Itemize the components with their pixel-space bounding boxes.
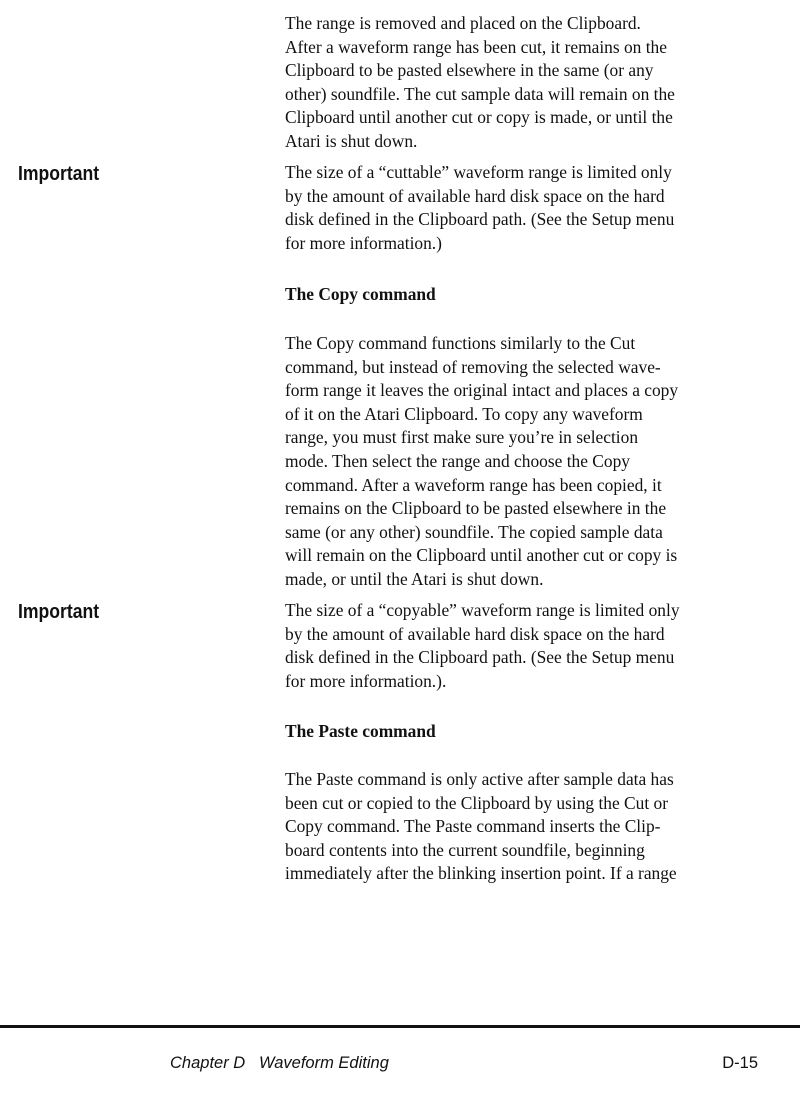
important-label-1: Important [18,163,100,185]
paste-command-paragraph: The Paste command is only active after sample data has been cut or copied to the Clipboard by using the Cut or Copy command. The Paste command inserts the Clip- board contents into the current soundfile, beginning immediately after the blinking insertion point. If a range [285,769,677,884]
footer-chapter-title: Chapter D Waveform Editing [170,1054,389,1072]
footer-rule [0,1025,800,1028]
important-label-2: Important [18,601,100,623]
footer-page-number: D-15 [722,1054,758,1072]
important-note-2: The size of a “copyable” waveform range is limited only by the amount of available hard disk space on the hard disk defined in the Clipboard path. (See the Setup menu for more information.). [285,600,680,691]
cut-continuation-paragraph: The range is removed and placed on the Clipboard. After a waveform range has been cut, it remains on the Clipboard to be pasted elsewhere in the same (or any other) soundfile. The cut sample data will remain on the Clipboard until another cut or copy is made, or until the Atari is shut down. [285,13,675,151]
paste-command-heading: The Paste command [285,721,436,741]
copy-command-heading: The Copy command [285,284,436,304]
copy-command-paragraph: The Copy command functions similarly to the Cut command, but instead of removing the selected wave- form range it leaves the original intact and places a copy of it on the Atari Clipboard. To copy any waveform range, you must first make sure you’re in selection mode. Then select the range and choose the Copy command. After a waveform range has been copied, it remains on the Clipboard to be pasted elsewhere in the same (or any other) soundfile. The copied sample data will remain on the Clipboard until another cut or copy is made, or until the Atari is shut down. [285,333,679,589]
important-note-1: The size of a “cuttable” waveform range is limited only by the amount of available hard disk space on the hard disk defined in the Clipboard path. (See the Setup menu for more information.) [285,162,675,253]
